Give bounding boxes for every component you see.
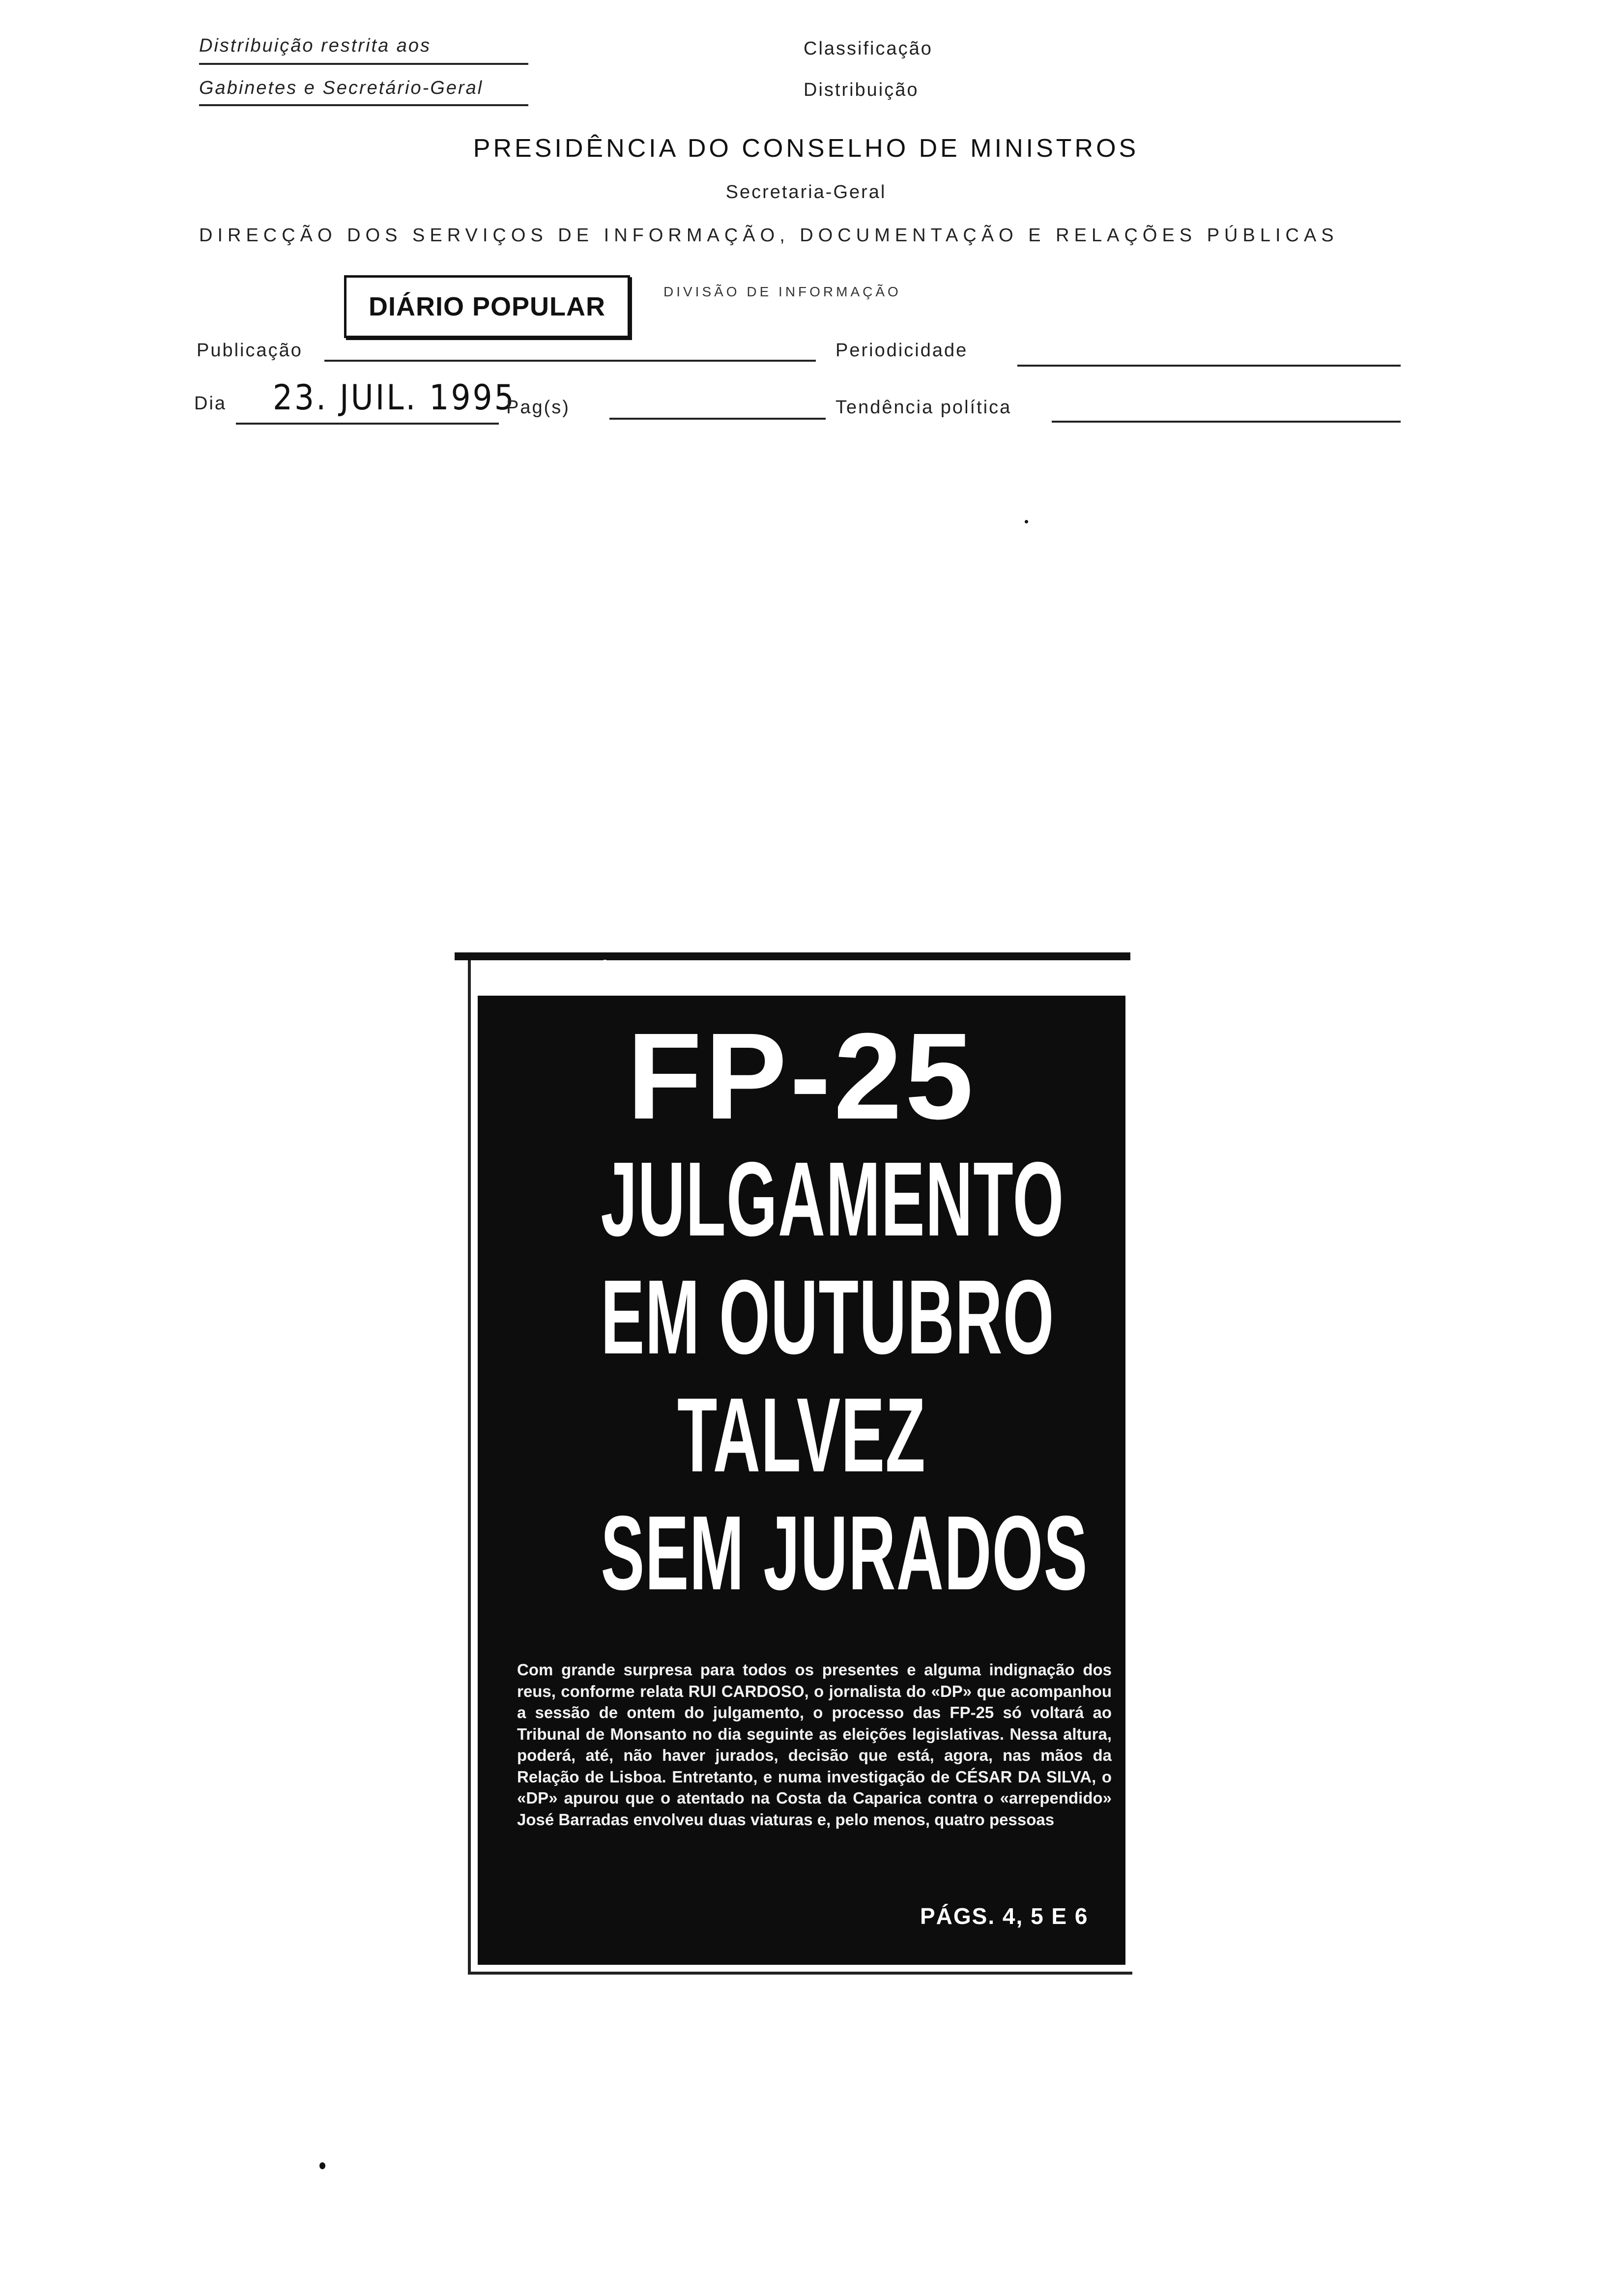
publication-label: Publicação [197, 340, 303, 361]
classification-label: Classificação [804, 38, 933, 59]
day-field-line [236, 423, 499, 425]
pages-reference: PÁGS. 4, 5 E 6 [920, 1903, 1089, 1929]
headline-line: SEM JURADOS [601, 1493, 1088, 1612]
periodicity-label: Periodicidade [835, 340, 968, 361]
distribution-rule-1 [199, 63, 528, 65]
article-body: Com grande surpresa para todos os presentes e alguma indignação dos reus, conforme relata RUI CARDOSO, o jornalista do «DP» que acompanhou a sessão de ontem do julgamento, o processo das FP-25 só voltará ao Tribunal de Monsanto no dia seguinte as eleições legislativas. Nessa altura, poderá, até, não haver jurados, decisão que está, agora, nas mãos da Relação de Lisboa. Entretanto, e numa investigação de CÉSAR DA SILVA, o «DP» apurou que o atentado na Costa da Caparica contra o «arrependido» José Barradas envolveu duas viaturas e, pelo menos, quatro pessoas [517, 1661, 1112, 1829]
distribution-restriction-line1: Distribuição restrita aos [199, 35, 432, 56]
stray-mark [1025, 520, 1028, 523]
secretariat-subtitle: Secretaria-Geral [725, 182, 887, 202]
clipping-black-panel [478, 955, 1125, 1965]
handwritten-archive-code: V/Cl. 3384/5 / 2 1 [532, 955, 894, 992]
day-value: 23. JUIL. 1995 [273, 377, 516, 418]
newspaper-stamp [344, 275, 630, 338]
headline-line: TALVEZ [677, 1376, 926, 1494]
newspaper-stamp-text: DIÁRIO POPULAR [368, 292, 606, 321]
pages-field-line [609, 418, 826, 420]
institution-title: PRESIDÊNCIA DO CONSELHO DE MINISTROS [473, 134, 1139, 163]
political-tendency-label: Tendência política [835, 397, 1012, 418]
distribution-label: Distribuição [804, 80, 919, 100]
distribution-rule-2 [199, 104, 528, 106]
publication-field-line [324, 360, 816, 362]
day-label: Dia [194, 393, 227, 414]
periodicity-field-line [1017, 365, 1401, 367]
political-tendency-field-line [1052, 421, 1401, 423]
directorate-line: DIRECÇÃO DOS SERVIÇOS DE INFORMAÇÃO, DOCUMENTAÇÃO E RELAÇÕES PÚBLICAS [199, 225, 1339, 246]
distribution-restriction-line2: Gabinetes e Secretário-Geral [199, 78, 484, 98]
stray-mark [319, 2162, 325, 2169]
division-label: DIVISÃO DE INFORMAÇÃO [663, 284, 901, 299]
headline-code: FP-25 [627, 1007, 977, 1145]
pages-label: Pag(s) [506, 397, 570, 418]
newspaper-clipping [468, 955, 1132, 1975]
headline-line: EM OUTUBRO [601, 1258, 1055, 1376]
headline-line: JULGAMENTO [601, 1140, 1065, 1258]
